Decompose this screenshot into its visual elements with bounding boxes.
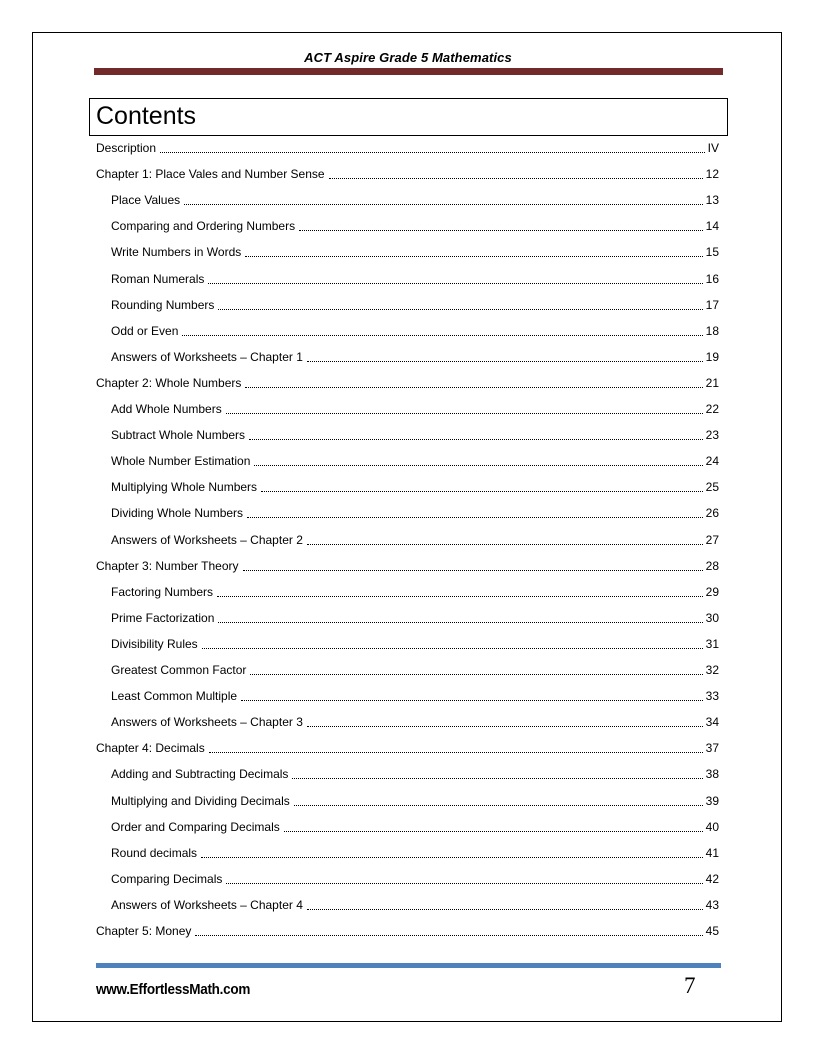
toc-dot-leader: [202, 647, 703, 649]
toc-entry-label: Whole Number Estimation: [111, 454, 251, 469]
toc-chapter-entry[interactable]: [96, 919, 719, 939]
toc-entry-page-number: 25: [705, 480, 719, 495]
toc-entry-page-number: 22: [705, 402, 719, 416]
toc-entry-label: Subtract Whole Numbers: [111, 428, 246, 443]
toc-dot-leader: [307, 725, 703, 727]
header-rule: [94, 68, 723, 75]
toc-entry-label: Roman Numerals: [111, 271, 205, 286]
toc-section-entry[interactable]: [111, 658, 719, 678]
toc-section-entry[interactable]: [111, 293, 719, 313]
toc-chapter-entry[interactable]: [96, 554, 719, 574]
toc-entry-label: Description: [96, 141, 157, 155]
toc-section-entry[interactable]: [111, 345, 719, 365]
toc-chapter-entry[interactable]: [96, 136, 719, 156]
toc-entry-label: Answers of Worksheets – Chapter 4: [111, 897, 303, 912]
toc-section-entry[interactable]: [111, 684, 719, 704]
toc-dot-leader: [249, 438, 703, 440]
toc-dot-leader: [160, 151, 705, 153]
contents-heading-box: [89, 98, 728, 136]
toc-entry-label: Rounding Numbers: [111, 297, 215, 312]
toc-section-entry[interactable]: [111, 762, 719, 782]
toc-entry-page-number: 38: [705, 767, 719, 782]
toc-entry-page-number: 30: [705, 610, 719, 625]
toc-dot-leader: [307, 360, 703, 362]
toc-dot-leader: [209, 751, 703, 753]
toc-entry-page-number: 32: [705, 663, 719, 677]
toc-entry-label: Multiplying and Dividing Decimals: [111, 793, 290, 808]
toc-entry-page-number: 17: [705, 297, 719, 312]
toc-section-entry[interactable]: [111, 841, 719, 861]
footer-website-url[interactable]: www.EffortlessMath.com: [96, 981, 251, 998]
running-header-title: ACT Aspire Grade 5 Mathematics: [304, 50, 512, 65]
toc-dot-leader: [208, 282, 702, 284]
toc-entry-label: Write Numbers in Words: [111, 245, 242, 260]
toc-entry-page-number: 15: [705, 245, 719, 260]
toc-entry-page-number: 33: [705, 689, 719, 704]
toc-entry-page-number: 19: [705, 349, 719, 364]
toc-dot-leader: [245, 255, 702, 257]
toc-dot-leader: [299, 229, 703, 231]
toc-entry-label: Chapter 4: Decimals: [96, 741, 205, 756]
toc-section-entry[interactable]: [111, 710, 719, 730]
toc-chapter-entry[interactable]: [96, 371, 719, 391]
toc-entry-label: Odd or Even: [111, 323, 179, 338]
toc-section-entry[interactable]: [111, 267, 719, 287]
toc-entry-label: Chapter 5: Money: [96, 924, 192, 938]
toc-entry-page-number: 18: [705, 323, 719, 338]
toc-section-entry[interactable]: [111, 501, 719, 521]
toc-entry-label: Comparing Decimals: [111, 871, 223, 886]
toc-dot-leader: [226, 412, 703, 414]
toc-entry-label: Add Whole Numbers: [111, 402, 222, 416]
toc-entry-label: Dividing Whole Numbers: [111, 506, 244, 521]
toc-entry-page-number: 29: [705, 584, 719, 599]
toc-section-entry[interactable]: [111, 449, 719, 469]
toc-section-entry[interactable]: [111, 789, 719, 809]
toc-entry-label: Adding and Subtracting Decimals: [111, 767, 289, 782]
toc-entry-label: Place Values: [111, 193, 181, 208]
toc-dot-leader: [294, 804, 703, 806]
toc-dot-leader: [243, 569, 703, 571]
toc-entry-page-number: 34: [705, 715, 719, 730]
toc-dot-leader: [307, 908, 703, 910]
toc-section-entry[interactable]: [111, 397, 719, 417]
toc-entry-label: Least Common Multiple: [111, 689, 238, 704]
toc-entry-label: Greatest Common Factor: [111, 663, 247, 677]
toc-section-entry[interactable]: [111, 214, 719, 234]
toc-entry-page-number: 27: [705, 532, 719, 547]
toc-dot-leader: [284, 830, 703, 832]
toc-entry-label: Comparing and Ordering Numbers: [111, 219, 296, 234]
toc-dot-leader: [201, 856, 703, 858]
toc-section-entry[interactable]: [111, 815, 719, 835]
toc-dot-leader: [307, 543, 703, 545]
toc-dot-leader: [218, 621, 702, 623]
toc-dot-leader: [329, 177, 703, 179]
toc-entry-page-number: 12: [705, 167, 719, 182]
toc-dot-leader: [292, 777, 702, 779]
toc-section-entry[interactable]: [111, 423, 719, 443]
toc-entry-page-number: 24: [705, 454, 719, 469]
toc-chapter-entry[interactable]: [96, 162, 719, 182]
toc-section-entry[interactable]: [111, 606, 719, 626]
toc-entry-page-number: 26: [705, 506, 719, 521]
toc-section-entry[interactable]: [111, 319, 719, 339]
footer-rule: [96, 963, 721, 968]
toc-dot-leader: [226, 882, 702, 884]
toc-entry-page-number: 28: [705, 558, 719, 573]
toc-chapter-entry[interactable]: [96, 736, 719, 756]
toc-entry-page-number: 41: [705, 845, 719, 860]
toc-entry-page-number: 14: [705, 219, 719, 234]
toc-entry-label: Answers of Worksheets – Chapter 3: [111, 715, 303, 730]
toc-section-entry[interactable]: [111, 475, 719, 495]
toc-entry-page-number: 16: [705, 271, 719, 286]
toc-entry-page-number: 23: [705, 428, 719, 443]
toc-entry-label: Chapter 2: Whole Numbers: [96, 375, 242, 390]
toc-dot-leader: [254, 464, 702, 466]
toc-dot-leader: [250, 673, 702, 675]
toc-dot-leader: [217, 595, 703, 597]
toc-section-entry[interactable]: [111, 580, 719, 600]
toc-entry-page-number: 21: [705, 375, 719, 390]
page-number: 7: [684, 973, 696, 998]
toc-entry-page-number: 42: [705, 871, 719, 886]
toc-dot-leader: [195, 934, 702, 936]
toc-entry-page-number: 31: [705, 636, 719, 651]
toc-dot-leader: [218, 308, 702, 310]
toc-entry-page-number: IV: [707, 141, 719, 155]
toc-entry-page-number: 40: [705, 819, 719, 834]
toc-section-entry[interactable]: [111, 632, 719, 652]
toc-entry-page-number: 39: [705, 793, 719, 808]
contents-heading: Contents: [96, 102, 197, 130]
toc-section-entry[interactable]: [111, 893, 719, 913]
toc-dot-leader: [184, 203, 702, 205]
toc-dot-leader: [245, 386, 702, 388]
toc-entry-label: Divisibility Rules: [111, 636, 198, 651]
toc-entry-page-number: 37: [705, 741, 719, 756]
toc-section-entry[interactable]: [111, 188, 719, 208]
toc-entry-label: Multiplying Whole Numbers: [111, 480, 258, 495]
toc-entry-label: Chapter 1: Place Vales and Number Sense: [96, 167, 325, 182]
toc-entry-label: Round decimals: [111, 845, 198, 860]
toc-section-entry[interactable]: [111, 240, 719, 260]
toc-section-entry[interactable]: [111, 528, 719, 548]
toc-entry-page-number: 45: [705, 924, 719, 938]
toc-section-entry[interactable]: [111, 867, 719, 887]
toc-entry-label: Factoring Numbers: [111, 584, 214, 599]
toc-entry-page-number: 13: [705, 193, 719, 208]
toc-entry-label: Answers of Worksheets – Chapter 2: [111, 532, 303, 547]
toc-entry-label: Prime Factorization: [111, 610, 215, 625]
toc-dot-leader: [241, 699, 703, 701]
toc-dot-leader: [182, 334, 702, 336]
toc-entry-label: Answers of Worksheets – Chapter 1: [111, 349, 303, 364]
toc-entry-label: Chapter 3: Number Theory: [96, 558, 239, 573]
toc-dot-leader: [261, 490, 703, 492]
toc-entry-page-number: 43: [705, 897, 719, 912]
toc-entry-label: Order and Comparing Decimals: [111, 819, 280, 834]
toc-dot-leader: [247, 516, 703, 518]
